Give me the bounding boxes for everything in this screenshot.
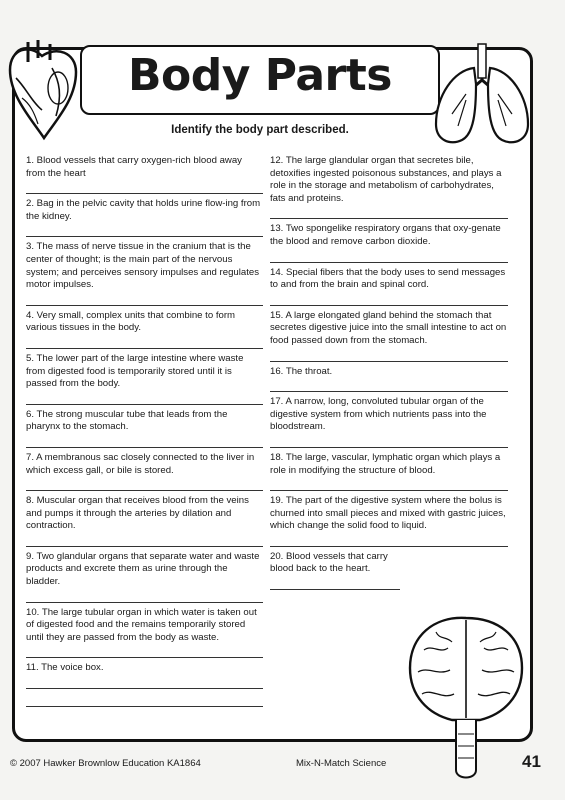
answer-line-8[interactable]: [26, 533, 263, 547]
answer-line-1[interactable]: [26, 180, 263, 194]
question-5: 5. The lower part of the large intestine where waste from digested food is temporarily stored until it is passed from the body.: [26, 352, 244, 390]
instruction-text: Identify the body part described.: [171, 124, 349, 136]
answer-line-3[interactable]: [26, 292, 263, 306]
question-6: 6. The strong muscular tube that leads from the pharynx to the stomach.: [26, 408, 228, 433]
questions-right-column: [270, 155, 508, 594]
page-title: Body Parts: [128, 50, 392, 101]
question-12: 12. The large glandular organ that secretes bile, detoxifies ingested poisonous substances, and plays a role in the storage and metabolism of carbohydrates, fats and proteins.: [270, 155, 502, 204]
answer-line-17[interactable]: [270, 434, 508, 448]
question-3: 3. The mass of nerve tissue in the cranium that is the center of thought; is the main part of the nervous system; and perceives sensory impulses and regulates motor impulses.: [26, 241, 260, 291]
page-number: 41: [522, 752, 541, 771]
question-14: 14. Special fibers that the body uses to send messages to and from the brain and spinal cord.: [270, 266, 506, 291]
answer-line-19[interactable]: [270, 533, 508, 547]
question-20: 20. Blood vessels that carry blood back to the heart.: [270, 550, 388, 575]
question-19: 19. The part of the digestive system where the bolus is churned into small pieces and mixed with gastric juices, which change the solid food to liquid.: [270, 495, 506, 532]
answer-line-4[interactable]: [26, 335, 263, 349]
question-17: 17. A narrow, long, convoluted tubular organ of the digestive system from which nutrients pass into the bloodstream.: [270, 396, 487, 433]
footer-series: Mix-N-Match Science: [296, 758, 387, 769]
answer-line-13[interactable]: [270, 249, 508, 263]
answer-line-14[interactable]: [270, 292, 508, 306]
question-4: 4. Very small, complex units that combine to form various tissues in the body.: [26, 309, 236, 334]
question-16: 16. The throat.: [270, 365, 333, 377]
question-2: 2. Bag in the pelvic cavity that holds urine flow-ing from the kidney.: [26, 198, 261, 222]
question-10: 10. The large tubular organ in which water is taken out of digested food and the remains temporarily stored until they are passed from the body as waste.: [26, 606, 257, 643]
question-9: 9. Two glandular organs that separate water and waste products and excrete them as urine through the bladder.: [26, 550, 260, 588]
question-8: 8. Muscular organ that receives blood from the veins and pumps it through the arteries by dilation and contraction.: [26, 495, 249, 532]
answer-line-20[interactable]: [270, 576, 400, 590]
question-13: 13. Two spongelike respiratory organs that oxy-genate the blood and remove carbon dioxide.: [270, 223, 501, 247]
answer-line-2[interactable]: [26, 223, 263, 237]
answer-line-9[interactable]: [26, 589, 263, 603]
answer-line-15[interactable]: [270, 348, 508, 362]
answer-line-10[interactable]: [26, 644, 263, 658]
answer-line-18[interactable]: [270, 477, 508, 491]
heart-icon: [2, 38, 84, 148]
question-18: 18. The large, vascular, lymphatic organ which plays a role in modifying the structure of blood.: [270, 451, 501, 476]
lungs-icon: [428, 40, 536, 152]
question-7: 7. A membranous sac closely connected to the liver in which excess gall, or bile is stored.: [26, 451, 255, 476]
question-15: 15. A large elongated gland behind the stomach that secretes digestive juice into the small intestine to act on food passed down from the stomach.: [270, 309, 507, 346]
question-11: 11. The voice box.: [26, 662, 104, 674]
questions-left-column: [26, 155, 263, 711]
answer-line-16[interactable]: [270, 378, 508, 392]
answer-line-11b[interactable]: [26, 693, 263, 707]
answer-line-11[interactable]: [26, 675, 263, 689]
question-1: 1. Blood vessels that carry oxygen-rich blood away from the heart: [26, 155, 242, 179]
answer-line-6[interactable]: [26, 434, 263, 448]
brain-icon: [400, 610, 532, 800]
footer-copyright: © 2007 Hawker Brownlow Education KA1864: [10, 758, 201, 769]
answer-line-12[interactable]: [270, 205, 508, 219]
answer-line-7[interactable]: [26, 477, 263, 491]
answer-line-5[interactable]: [26, 391, 263, 405]
